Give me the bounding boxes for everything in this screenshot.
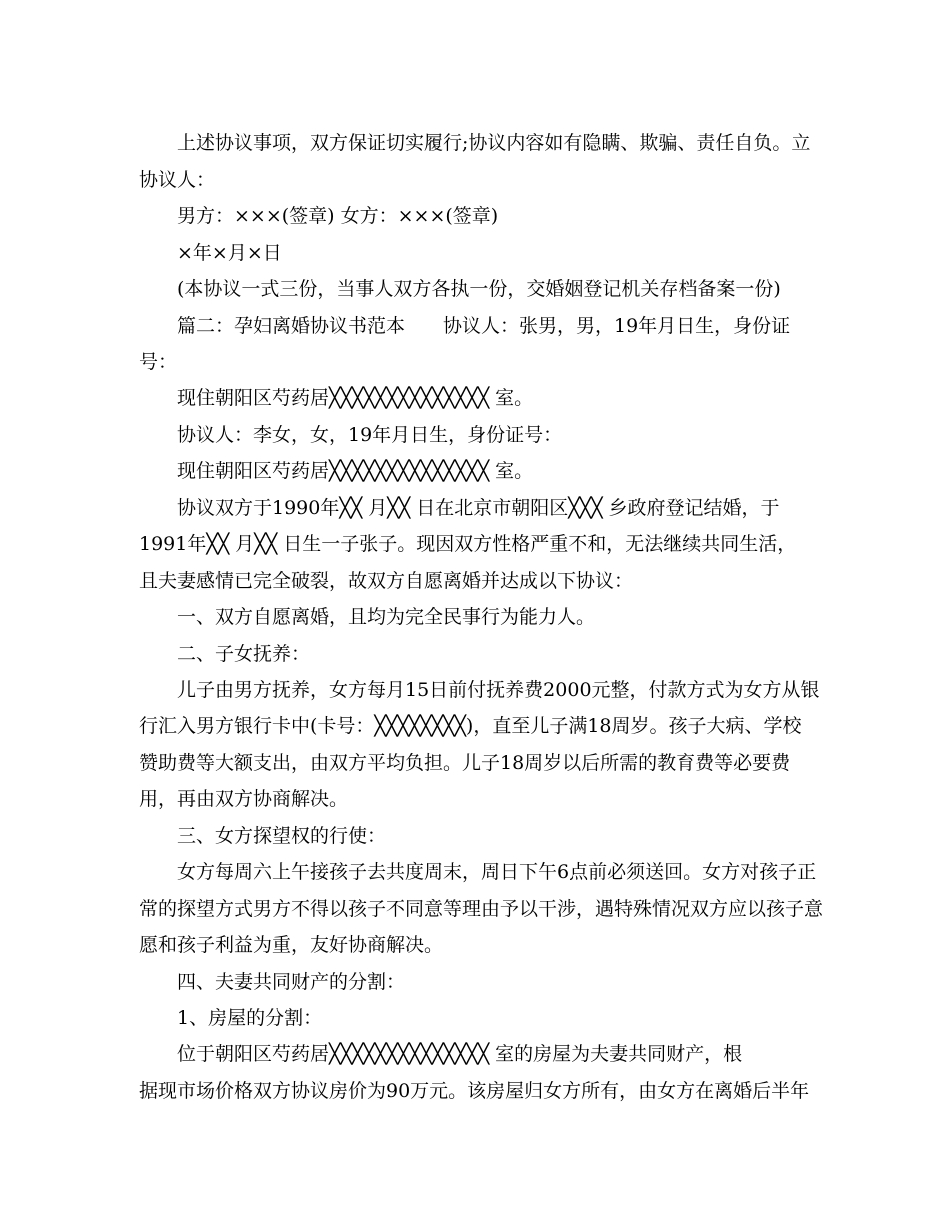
- text-line: 二、子女抚养：: [177, 643, 311, 665]
- text-line: 男方：×××(签章) 女方：×××(签章): [177, 205, 499, 227]
- text-line: 三、女方探望权的行使：: [177, 825, 387, 847]
- text-line: 号：: [139, 351, 178, 373]
- text-line: 协议人：李女，女，19年月日生，身份证号：: [177, 424, 563, 446]
- text-line: 上述协议事项，双方保证切实履行;协议内容如有隐瞒、欺骗、责任自负。立: [177, 132, 811, 154]
- text-line: 用，再由双方协商解决。: [139, 788, 349, 810]
- text-line: 位于朝阳区芍药居╳╳╳╳╳╳╳╳╳╳╳╳╳╳ 室的房屋为夫妻共同财产，根: [177, 1043, 743, 1065]
- text-line: 儿子由男方抚养，女方每月15日前付抚养费2000元整，付款方式为女方从银: [177, 679, 820, 701]
- text-line: 行汇入男方银行卡中(卡号：╳╳╳╳╳╳╳╳)，直至儿子满18周岁。孩子大病、学校: [139, 715, 802, 737]
- text-line: (本协议一式三份，当事人双方各执一份，交婚姻登记机关存档备案一份): [177, 278, 781, 300]
- text-line: 1、房屋的分割：: [177, 1007, 323, 1029]
- text-line: ×年×月×日: [177, 242, 282, 264]
- text-line: 常的探望方式男方不得以孩子不同意等理由予以干涉，遇特殊情况双方应以孩子意: [139, 898, 824, 920]
- text-line: 且夫妻感情已完全破裂，故双方自愿离婚并达成以下协议：: [139, 570, 634, 592]
- text-line: 协议双方于1990年╳╳ 月╳╳ 日在北京市朝阳区╳╳╳ 乡政府登记结婚，于: [177, 497, 780, 519]
- text-line: 赞助费等大额支出，由双方平均负担。儿子18周岁以后所需的教育费等必要费: [139, 752, 791, 774]
- text-line: 据现市场价格双方协议房价为90万元。该房屋归女方所有，由女方在离婚后半年: [139, 1080, 810, 1102]
- text-line: 协议人：: [139, 169, 216, 191]
- text-line: 1991年╳╳ 月╳╳ 日生一子张子。现因双方性格严重不和，无法继续共同生活，: [139, 533, 797, 555]
- text-line: 现住朝阳区芍药居╳╳╳╳╳╳╳╳╳╳╳╳╳╳ 室。: [177, 387, 534, 409]
- text-line: 篇二：孕妇离婚协议书范本 协议人：张男，男，19年月日生，身份证: [177, 315, 791, 337]
- text-line: 愿和孩子利益为重，友好协商解决。: [139, 934, 444, 956]
- text-line: 四、夫妻共同财产的分割：: [177, 971, 406, 993]
- text-line: 女方每周六上午接孩子去共度周末，周日下午6点前必须送回。女方对孩子正: [177, 861, 817, 883]
- text-line: 一、双方自愿离婚，且均为完全民事行为能力人。: [177, 606, 596, 628]
- text-line: 现住朝阳区芍药居╳╳╳╳╳╳╳╳╳╳╳╳╳╳ 室。: [177, 460, 534, 482]
